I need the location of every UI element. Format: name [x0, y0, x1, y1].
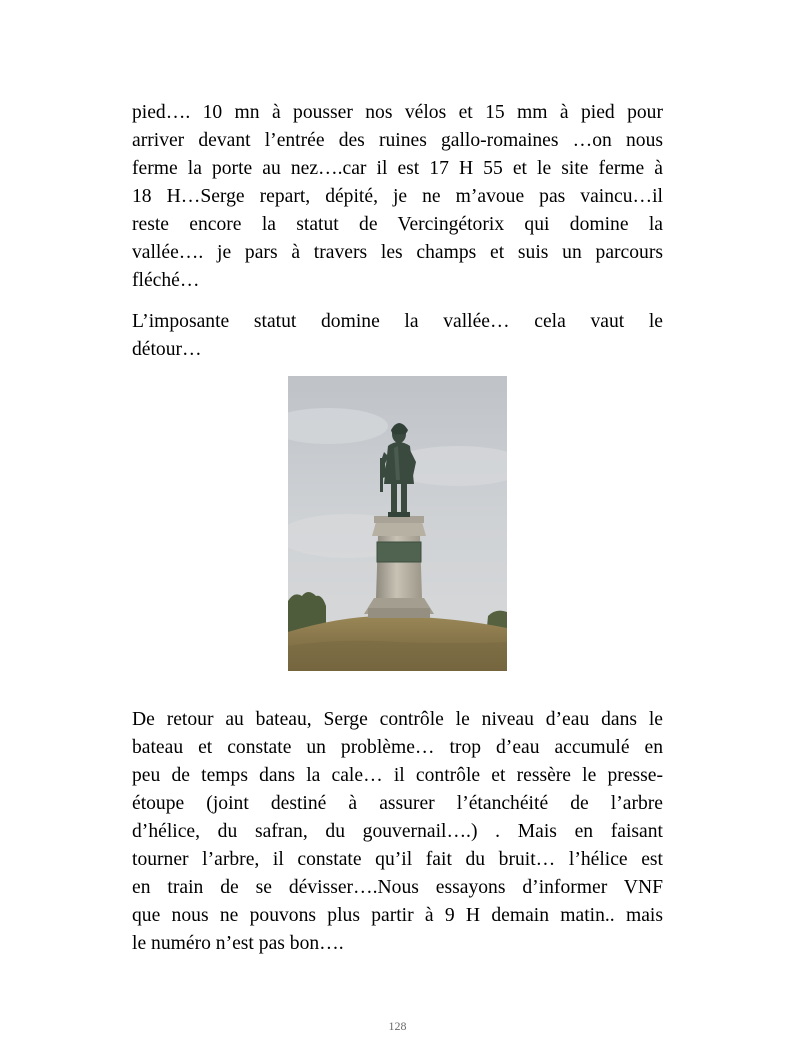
text-line: L’imposante statut domine la vallée… cela vaut le	[132, 311, 663, 332]
text-line: que nous ne pouvons plus partir à 9 H demain matin.. mais	[132, 905, 663, 926]
text-line: ferme la porte au nez….car il est 17 H 55 et le site ferme à	[132, 158, 663, 179]
text-line: bateau et constate un problème… trop d’eau accumulé en	[132, 737, 663, 758]
paragraph-3	[132, 706, 663, 958]
text-line: vallée…. je pars à travers les champs et suis un parcours	[132, 242, 663, 263]
text-line: détour…	[132, 339, 202, 360]
text-line: tourner l’arbre, il constate qu’il fait du bruit… l’hélice est	[132, 849, 663, 870]
text-line: 18 H…Serge repart, dépité, je ne m’avoue pas vaincu…il	[132, 186, 663, 207]
paragraph-1	[132, 99, 663, 295]
text-line: étoupe (joint destiné à assurer l’étanchéité de l’arbre	[132, 793, 663, 814]
text-line: peu de temps dans la cale… il contrôle et ressère le presse-	[132, 765, 663, 786]
text-line: en train de se dévisser….Nous essayons d’informer VNF	[132, 877, 663, 898]
page-number: 128	[388, 1019, 407, 1033]
text-line: d’hélice, du safran, du gouvernail….) . Mais en faisant	[132, 821, 663, 842]
pedestal-band	[377, 542, 421, 562]
text-line: arriver devant l’entrée des ruines gallo-romaines …on nous	[132, 130, 663, 151]
text-line: reste encore la statut de Vercingétorix qui domine la	[132, 214, 663, 235]
text-line: pied…. 10 mn à pousser nos vélos et 15 mm à pied pour	[132, 102, 663, 123]
statue-photo	[288, 376, 507, 671]
paragraph-2	[132, 308, 663, 364]
pedestal-cap	[372, 522, 426, 536]
text-line: le numéro n’est pas bon….	[132, 933, 344, 954]
text-line: De retour au bateau, Serge contrôle le niveau d’eau dans le	[132, 709, 663, 730]
text-line: fléché…	[132, 270, 200, 291]
